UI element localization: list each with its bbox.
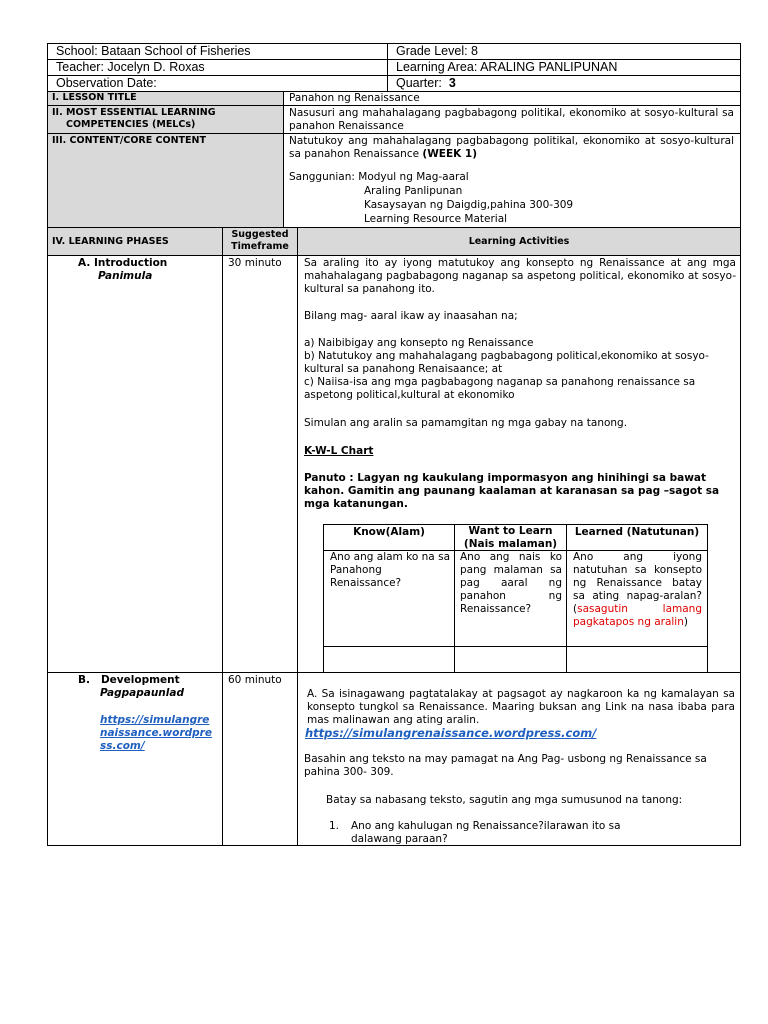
dev-label: Development (100, 674, 180, 686)
dev-letter: B. (78, 674, 90, 686)
observation-cell (47, 75, 388, 92)
dev-p2: Basahin ang teksto na may pamagat na Ang Pag- usbong ng Renaissance sa pahina 300- 309. (304, 753, 707, 778)
content-week: (WEEK 1) (422, 148, 478, 160)
source-3: Learning Resource Material (364, 213, 508, 225)
dev-link-side[interactable]: https://simulangrenaissance.wordpress.com/ (100, 714, 212, 752)
intro-sub: Panimula (98, 270, 153, 282)
timeframe-header-2: Timeframe (231, 240, 289, 252)
kwl-cell-know (323, 550, 455, 647)
lesson-title-value-cell (283, 91, 741, 106)
kwl-header-want (454, 524, 567, 551)
kwl-empty-1 (323, 646, 455, 673)
dev-link-main[interactable]: https://simulangrenaissance.wordpress.com/ (305, 726, 597, 740)
school-text: School: Bataan School of Fisheries (56, 44, 251, 58)
dev-phase-cell (47, 672, 223, 846)
intro-p3: Simulan ang aralin sa pamamgitan ng mga gabay na tanong. (304, 417, 628, 429)
grade-text: Grade Level: 8 (396, 44, 478, 58)
phases-header: IV. LEARNING PHASES (52, 236, 169, 247)
q1-text: Ano ang kahulugan ng Renaissance?ilarawan ito sa dalawang paraan? (351, 820, 621, 845)
intro-letter: A. (78, 257, 91, 269)
dev-activity-cell (297, 672, 741, 846)
intro-time: 30 minuto (228, 257, 282, 269)
dev-time-cell (222, 672, 298, 846)
timeframe-header-cell (222, 227, 298, 256)
kwl-cell-want (454, 550, 567, 647)
content-value: Natutukoy ang mahahalagang pagbabagong politikal, ekonomiko at sosyo-kultural sa panahon Renaissance (289, 135, 734, 160)
intro-p2: Bilang mag- aaral ikaw ay inaasahan na; (304, 310, 518, 322)
area-text: Learning Area: ARALING PANLIPUNAN (396, 60, 618, 74)
teacher-cell (47, 59, 388, 76)
quarter-cell (387, 75, 741, 92)
intro-time-cell (222, 255, 298, 673)
observation-text: Observation Date: (56, 76, 157, 90)
content-label: III. CONTENT/CORE CONTENT (52, 135, 206, 146)
kwl-header-know (323, 524, 455, 551)
intro-p1: Sa araling ito ay iyong matutukoy ang konsepto ng Renaissance at ang mga mahahalagang pagbabagong naganap sa aspetong political, ekonomiko at sosyo-kultural sa panahong ito. (304, 257, 736, 295)
content-value-cell (283, 133, 741, 228)
kwl-h2a: Want to Learn (468, 525, 553, 537)
intro-activity-cell (297, 255, 741, 673)
kwl-h1: Know(Alam) (353, 526, 425, 538)
quarter-value: 3 (448, 76, 456, 90)
melc-value-cell (283, 105, 741, 134)
dev-p3: Batay sa nabasang teksto, sagutin ang mga sumusunod na tanong: (326, 794, 683, 806)
melc-value: Nasusuri ang mahahalagang pagbabagong politikal, ekonomiko at sosyo-kultural sa panahon Renaissance (289, 107, 734, 132)
lesson-title-label-cell (47, 91, 284, 106)
dev-time: 60 minuto (228, 674, 282, 686)
kwl-header-learned (566, 524, 708, 551)
kwl-c1: Ano ang alam ko na sa Panahong Renaissance? (330, 551, 450, 589)
objective-b: b) Natutukoy ang mahahalagang pagbabagong political,ekonomiko at sosyo-kultural sa panahong Renaisaance; at (304, 350, 709, 375)
kwl-cell-learned: Ano ang iyong natutuhan sa konsepto ng Renaissance batay sa ating napag-aralan? (sasagutin lamang pagkatapos ng aralin) (566, 550, 708, 647)
kwl-c3-red: sasagutin lamang pagkatapos ng aralin (573, 603, 702, 628)
intro-label: Introduction (93, 257, 168, 269)
content-label-cell (47, 133, 284, 228)
objective-a: a) Naibibigay ang konsepto ng Renaissance (304, 337, 534, 349)
kwl-h3: Learned (Natutunan) (574, 526, 700, 538)
melc-label-cell (47, 105, 284, 134)
dev-sub: Pagpapaunlad (100, 687, 184, 699)
activities-header-cell (297, 227, 741, 256)
kwl-empty-2 (454, 646, 567, 673)
teacher-text: Teacher: Jocelyn D. Roxas (56, 60, 205, 74)
school-cell (47, 43, 388, 60)
melc-label-1: II. MOST ESSENTIAL LEARNING (52, 107, 216, 118)
grade-cell (387, 43, 741, 60)
source-label: Sanggunian: Modyul ng Mag-aaral (289, 171, 469, 183)
lesson-title-label: I. LESSON TITLE (52, 92, 137, 103)
kwl-c3: Ano ang iyong natutuhan sa konsepto ng Renaissance batay sa ating napag-aralan? (573, 551, 702, 602)
timeframe-header-1: Suggested (231, 229, 289, 240)
objective-c: c) Naiisa-isa ang mga pagbabagong naganap sa panahong renaissance sa aspetong political,kultural at ekonomiko (304, 376, 696, 401)
source-2: Kasaysayan ng Daigdig,pahina 300-309 (364, 199, 574, 211)
kwl-title: K-W-L Chart (304, 445, 374, 457)
q1-number: 1. (329, 820, 340, 832)
dev-p1: A. Sa isinagawang pagtatalakay at pagsagot ay nagkaroon ka ng kamalayan sa konsepto tungkol sa Renaissance. Maaring buksan ang Link na nasa ibaba para mas malinawan ang ating aralin. (307, 688, 735, 726)
quarter-label: Quarter: (396, 76, 442, 90)
kwl-h2b: (Nais malaman) (463, 537, 558, 550)
kwl-instructions: Panuto : Lagyan ng kaukulang impormasyon ang hinihingi sa bawat kahon. Gamitin ang paunang kaalaman at karanasan sa pag –sagot sa mga katanungan. (304, 472, 720, 510)
lesson-title-value: Panahon ng Renaissance (289, 92, 420, 104)
melc-label-2: COMPETENCIES (MELCs) (66, 118, 196, 130)
kwl-empty-3 (566, 646, 708, 673)
activities-header: Learning Activities (468, 236, 570, 247)
kwl-c2: Ano ang nais ko pang malaman sa pag aaral ng panahon ng Renaissance? (460, 551, 562, 615)
intro-phase-cell (47, 255, 223, 673)
source-1: Araling Panlipunan (364, 185, 463, 197)
phases-header-cell (47, 227, 223, 256)
area-cell (387, 59, 741, 76)
